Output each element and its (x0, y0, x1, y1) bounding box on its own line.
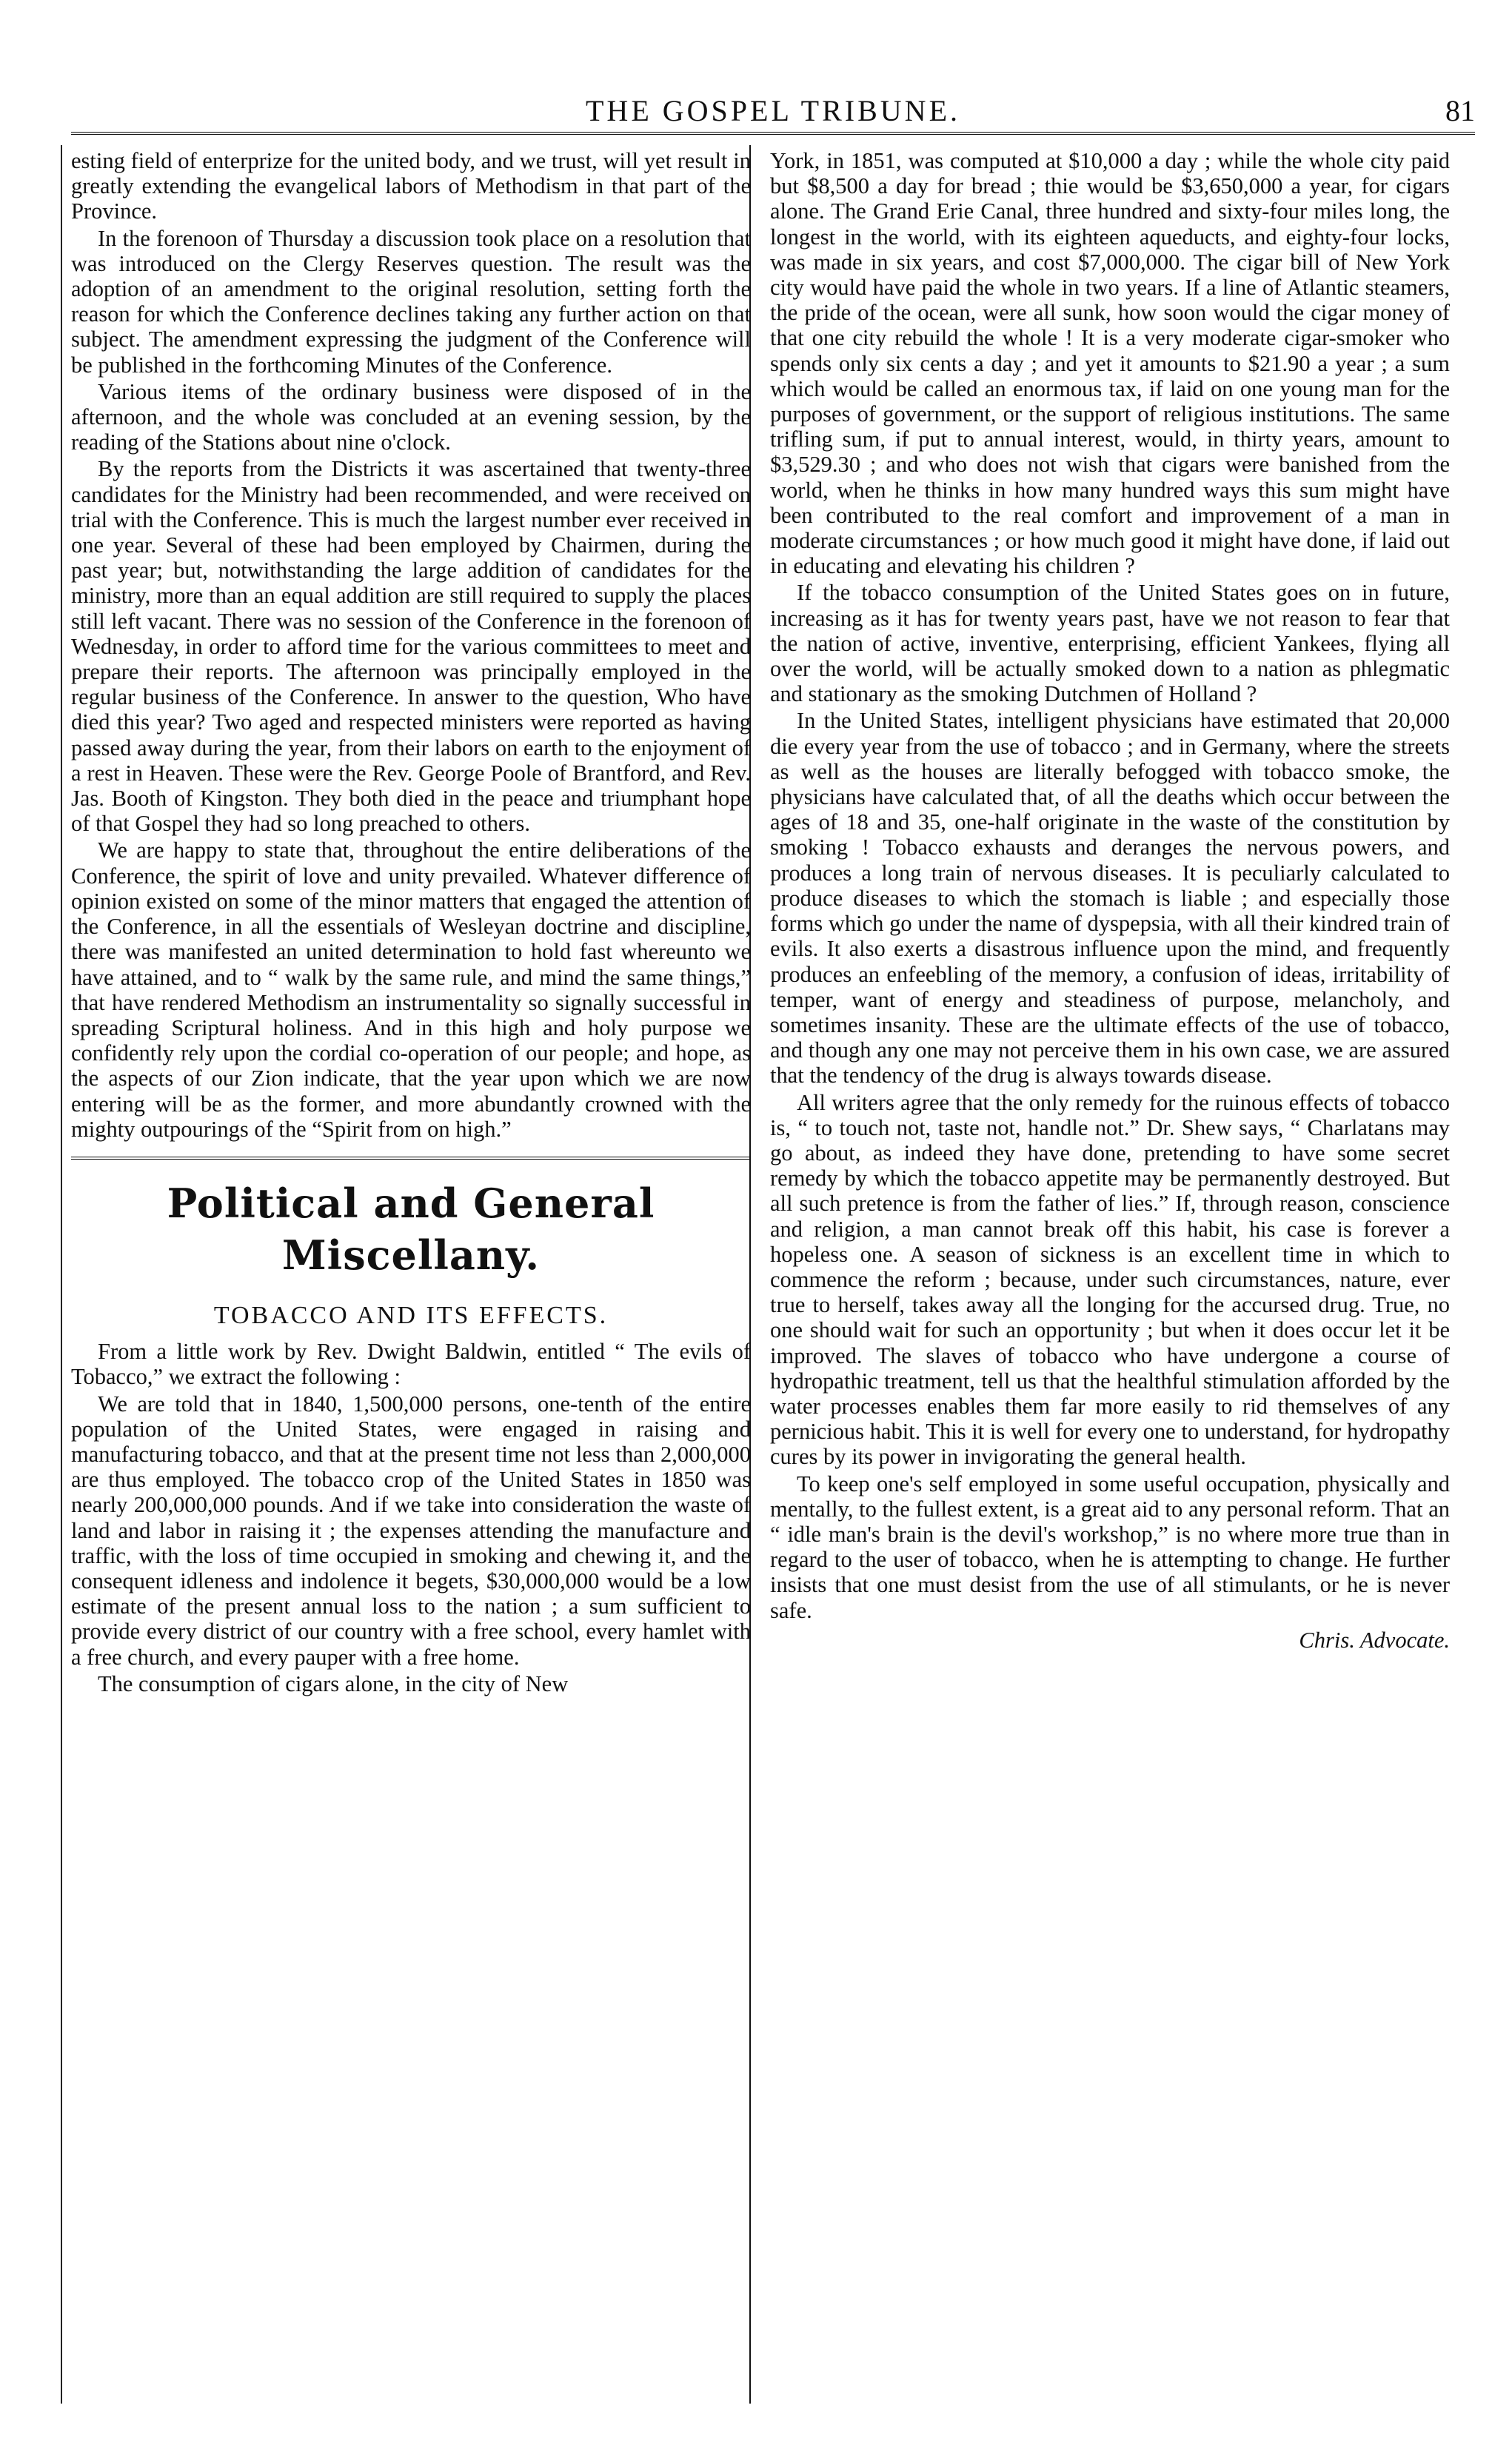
paragraph: All writers agree that the only remedy for the ruinous effects of tobacco is, “ to touch not, taste not, handle not.” Dr. Shew says, “ Charlatans may go about, as indeed they have done, pretending to have some secret remedy by which the tobacco appetite may be permanently destroyed. But all such pretence is from the father of lies.” If, through reason, conscience and religion, a man cannot break off this habit, his case is forever a hopeless one. A season of sickness is an excellent time in which to commence the reform ; because, under such circumstances, nature, ever true to herself, takes away all the longing for the accursed drug. True, no one should wait for such an opportunity ; but when it does occur let it be improved. The slaves of tobacco who have undergone a course of hydropathic treatment, tell us that the healthful stimulation afforded by the water processes enables them far more easily to rid themselves of any pernicious habit. This it is well for every one to understand, for hydropathy cures by its power in invigorating the general health. (770, 1089, 1450, 1470)
paragraph: esting field of enterprize for the united body, and we trust, will yet result in greatly extending the evangelical labors of Methodism in that part of the Province. (71, 148, 751, 224)
right-column (770, 148, 1450, 1654)
left-column (71, 148, 751, 1698)
paragraph: We are told that in 1840, 1,500,000 persons, one-tenth of the entire population of the United States, were engaged in raising and manufacturing tobacco, and that at the present time not less than 2,000,000 are thus employed. The tobacco crop of the United States in 1850 was nearly 200,000,000 pounds. And if we take into consideration the waste of land and labor in raising it ; the expenses attending the manufacture and traffic, with the loss of time occupied in smoking and chewing it, and the consequent idleness and indolence it begets, $30,000,000 would be a low estimate of the present annual loss to the nation ; a sum sufficient to provide every district of our country with a free school, every hamlet with a free church, and every pauper with a free home. (71, 1391, 751, 1670)
paragraph: In the forenoon of Thursday a discussion took place on a resolution that was introduced on the Clergy Reserves question. The result was the adoption of an amendment to the original resolution, setting forth the reason for which the Conference declines taking any further action on that subject. The amendment expressing the judgment of the Conference will be published in the forthcoming Minutes of the Conference. (71, 225, 751, 378)
paragraph: Various items of the ordinary business were disposed of in the afternoon, and the whole was concluded at an evening session, by the reading of the Stations about nine o'clock. (71, 378, 751, 455)
article-source: Chris. Advocate. (1299, 1627, 1450, 1653)
section-heading: Political and General Miscellany. (167, 1179, 655, 1279)
paragraph: We are happy to state that, throughout the entire deliberations of the Conference, the spirit of love and unity prevailed. Whatever difference of opinion existed on some of the minor matters that engaged the attention of the Conference, in all the essentials of Wesleyan doctrine and discipline, there was manifested an united determination to hold fast whereunto we have attained, and to “ walk by the same rule, and mind the same things,” that have rendered Methodism an instrumentality so signally successful in spreading Scriptural holiness. And in this high and holy purpose we confidently rely upon the cordial co-operation of our people; and hope, as the aspects of our Zion indicate, that the year upon which we are now entering will be as the former, and more abundantly crowned with the mighty outpourings of the “Spirit from on high.” (71, 837, 751, 1142)
section-divider (71, 1157, 751, 1160)
paragraph: From a little work by Rev. Dwight Baldwin, entitled “ The evils of Tobacco,” we extract the following : (71, 1339, 751, 1390)
article-title: TOBACCO AND ITS EFFECTS. (213, 1301, 609, 1329)
paragraph: To keep one's self employed in some useful occupation, physically and mentally, to the fullest extent, is a great aid to any personal reform. That an “ idle man's brain is the devil's workshop,” is no where more true than in regard to the user of tobacco, when he is attempting to change. He further insists that one must desist from the use of all stimulants, or he is never safe. (770, 1471, 1450, 1623)
paragraph: York, in 1851, was computed at $10,000 a day ; while the whole city paid but $8,500 a day for bread ; thie would be $3,650,000 a year, for cigars alone. The Grand Erie Canal, three hundred and sixty-four miles long, the longest in the world, with its eighteen aqueducts, and eighty-four locks, was made in six years, and cost $7,000,000. The cigar bill of New York city would have paid the whole in two years. If a line of Atlantic steamers, the pride of the ocean, were all sunk, how soon would the cigar money of that one city rebuild the whole ! It is a very moderate cigar-smoker who spends only six cents a day ; and yet it amounts to $21.90 a year ; a sum which would be called an enormous tax, if laid on one young man for the purposes of government, or the support of religious institutions. The same trifling sum, if put to annual interest, would, in thirty years, amount to $3,529.30 ; and who does not wish that cigars were banished from the world, when he thinks in how many hundred ways this sum might have been contributed to the real comfort and improvement of a man in moderate circumstances ; or how much good it might have done, if laid out in educating and elevating his children ? (770, 148, 1450, 579)
running-title: THE GOSPEL TRIBUNE. (586, 94, 960, 127)
paragraph: If the tobacco consumption of the United States goes on in future, increasing as it has for twenty years past, have we not reason to fear that the nation of active, inventive, enterprising, efficient Yankees, flying all over the world, will be actually smoked down to a nation as phlegmatic and stationary as the smoking Dutchmen of Holland ? (770, 580, 1450, 707)
paragraph: In the United States, intelligent physicians have estimated that 20,000 die every year from the use of tobacco ; and in Germany, where the streets as well as the houses are literally befogged with tobacco smoke, the physicians have calculated that, of all the deaths which occur between the ages of 18 and 35, one-half originate in the waste of the constitution by smoking ! Tobacco exhausts and deranges the nervous powers, and produces a long train of nervous diseases. It is peculiarly calculated to produce diseases to which the stomach is liable ; and especially those forms which go under the name of dyspepsia, with all their kindred train of evils. It also exerts a disastrous influence upon the mind, and frequently produces an enfeebling of the memory, a confusion of ideas, irritability of temper, want of energy and steadiness of purpose, melancholy, and sometimes insanity. These are the ultimate effects of the use of tobacco, and though any one may not perceive them in his own case, we are assured that the tendency of the drug is always towards disease. (770, 708, 1450, 1088)
paragraph: The consumption of cigars alone, in the city of New (98, 1671, 569, 1696)
page-header (71, 87, 1475, 135)
page-number: 81 (1445, 94, 1475, 127)
page-edge-rule (61, 145, 62, 2404)
paragraph: By the reports from the Districts it was ascertained that twenty-three candidates for the Ministry had been recommended, and were received on trial with the Conference. This is much the largest number ever received in one year. Several of these had been employed by Chairmen, during the past year; but, notwithstanding the large addition of candidates for the ministry, more than an equal addition are still required to supply the places still left vacant. There was no session of the Conference in the forenoon of Wednesday, in order to afford time for the various committees to meet and prepare their reports. The afternoon was principally employed in the regular business of the Conference. In answer to the question, Who have died this year? Two aged and respected ministers were reported as having passed away during the year, from their labors on earth to the enjoyment of a rest in Heaven. These were the Rev. George Poole of Brantford, and Rev. Jas. Booth of Kingston. They both died in the peace and triumphant hope of that Gospel they had so long preached to others. (71, 456, 751, 837)
